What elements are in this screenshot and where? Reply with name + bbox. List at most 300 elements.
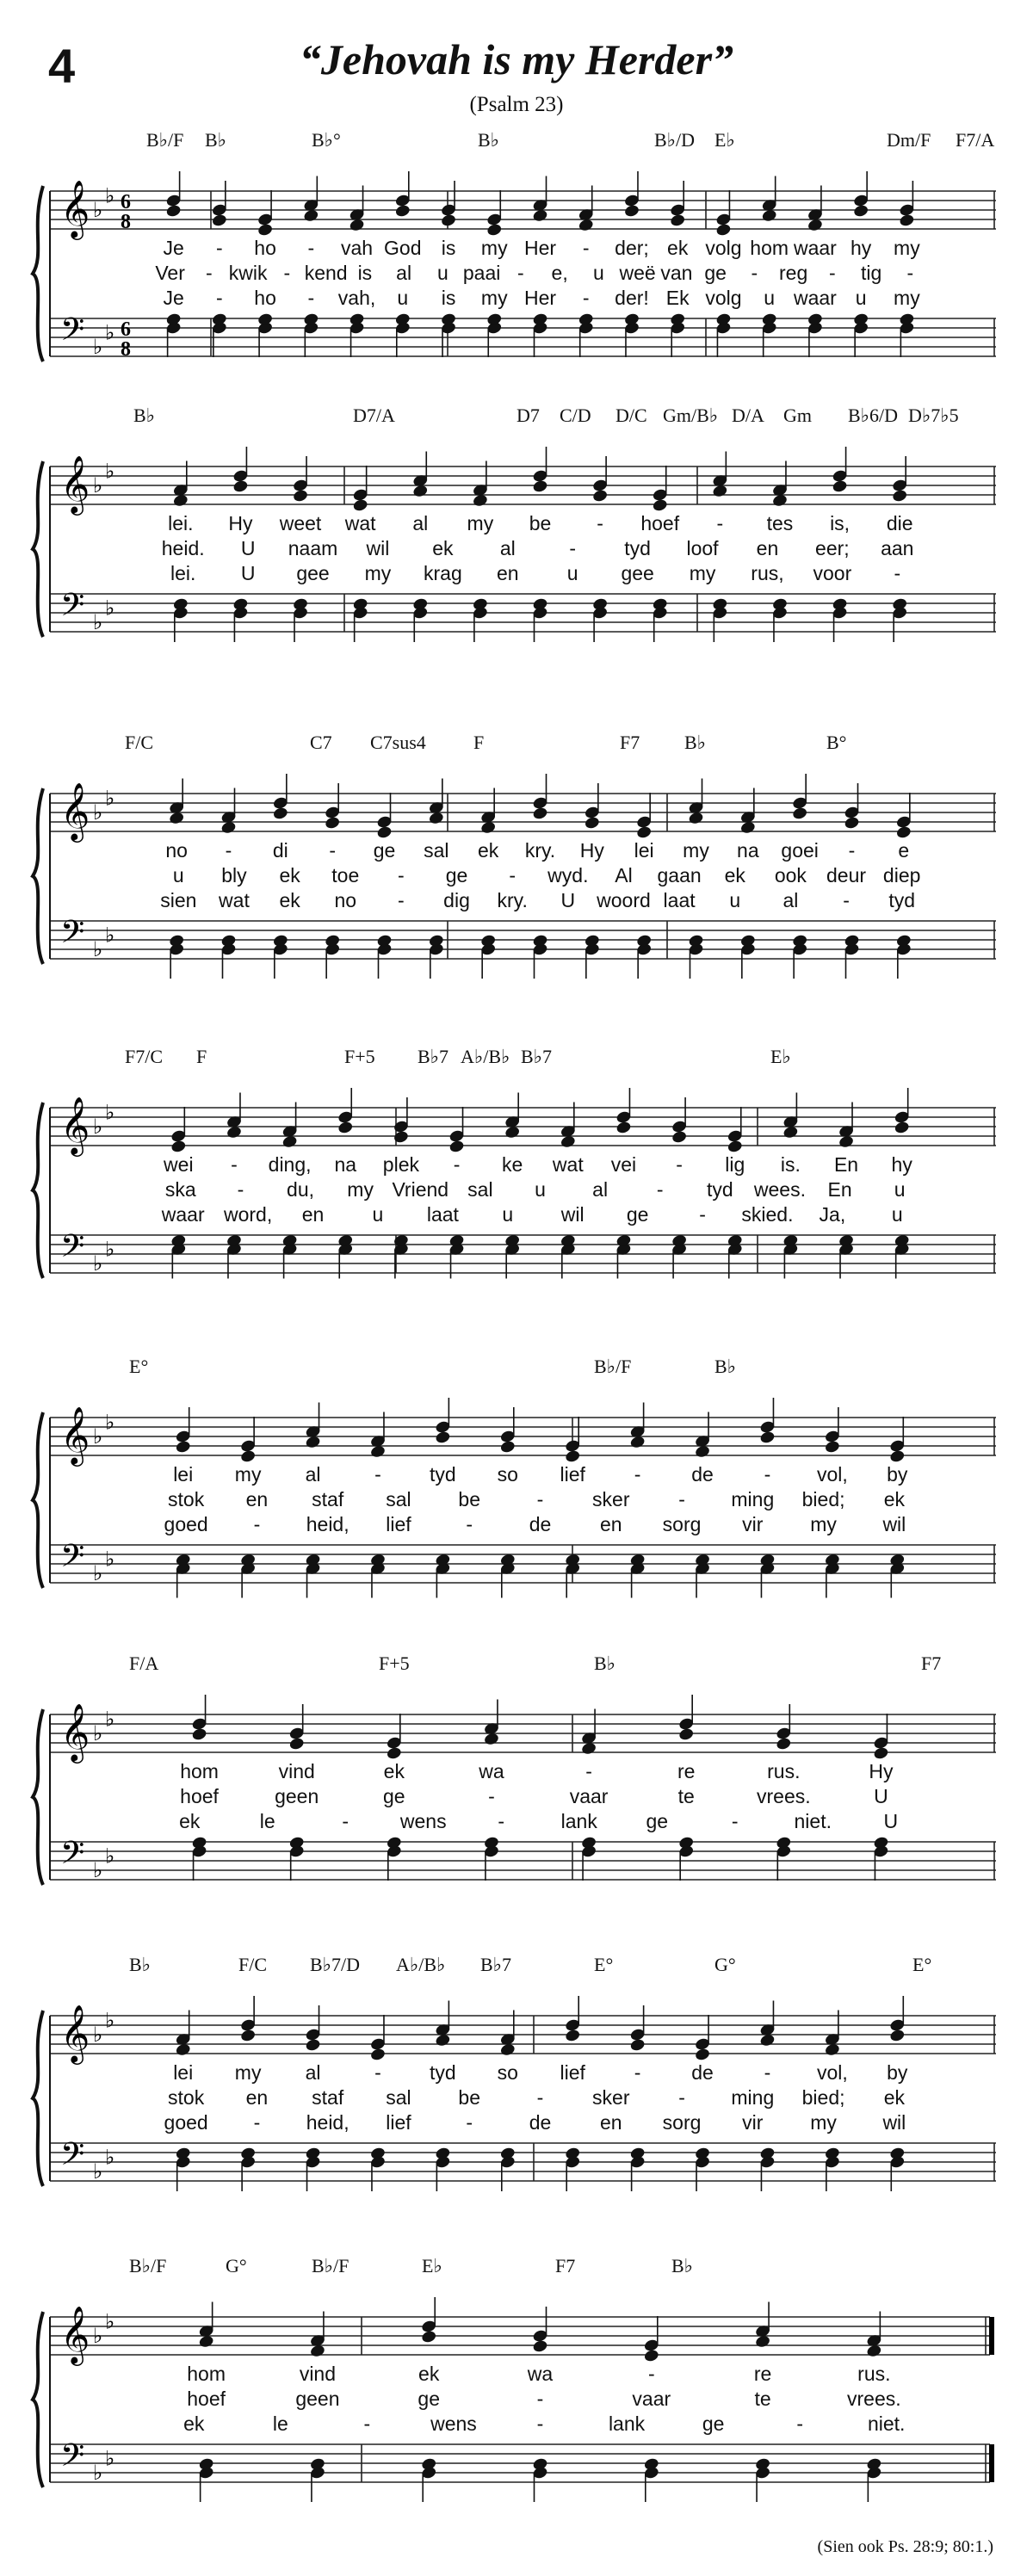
lyric-line-verse-1 bbox=[0, 1153, 1033, 1179]
key-flat-icon: ♭ bbox=[93, 2326, 103, 2348]
lyric-syllable: - bbox=[731, 1810, 739, 1832]
lyric-syllable: kwik bbox=[228, 262, 268, 284]
lyric-syllable: - bbox=[656, 1178, 664, 1201]
bass-clef-icon: 𝄢 bbox=[60, 1538, 85, 1582]
lyric-syllable: waar bbox=[161, 1203, 205, 1226]
lyric-syllable: u bbox=[729, 889, 741, 911]
lyric-syllable: - bbox=[307, 237, 315, 259]
treble-notehead bbox=[670, 213, 686, 228]
lyric-syllable: der; bbox=[615, 237, 649, 259]
lyric-line-verse-1 bbox=[0, 2061, 1033, 2087]
treble-clef-icon: 𝄞 bbox=[60, 179, 90, 238]
lyric-syllable: - bbox=[678, 1488, 685, 1510]
lyric-syllable: God bbox=[384, 237, 422, 259]
lyric-syllable: - bbox=[848, 839, 856, 862]
key-flat-icon: ♭ bbox=[93, 337, 103, 359]
lyric-syllable: kry. bbox=[497, 889, 528, 911]
lyric-syllable: - bbox=[342, 1810, 349, 1832]
lyric-syllable: - bbox=[283, 262, 291, 284]
lyric-syllable: is. bbox=[780, 1153, 801, 1176]
lyric-syllable: goei bbox=[781, 839, 819, 862]
lyric-syllable: gee bbox=[296, 562, 330, 584]
lyric-syllable: gaan bbox=[657, 864, 702, 886]
lyric-syllable: Ver bbox=[155, 262, 185, 284]
lyric-syllable: sal bbox=[424, 839, 449, 862]
lyric-syllable: - bbox=[374, 1463, 381, 1486]
lyric-syllable: - bbox=[237, 1178, 244, 1201]
lyric-syllable: ek bbox=[418, 2363, 440, 2385]
chord-symbol: F7 bbox=[555, 2255, 576, 2276]
treble-notehead bbox=[584, 816, 600, 831]
chord-symbol: B♭ bbox=[684, 732, 707, 753]
lyric-syllable: - bbox=[716, 512, 724, 534]
chord-symbol: Dm/F bbox=[887, 129, 931, 151]
lyric-syllable: de bbox=[691, 1463, 714, 1486]
lyric-syllable: heid, bbox=[306, 1513, 349, 1535]
lyric-syllable: wil bbox=[882, 2111, 906, 2134]
lyric-syllable: my bbox=[480, 287, 508, 309]
chord-symbol: E° bbox=[129, 1356, 149, 1377]
chord-symbol: B♭/F bbox=[312, 2255, 349, 2276]
chord-symbol: F7/C bbox=[125, 1046, 164, 1067]
chord-symbol: B♭/F bbox=[594, 1356, 632, 1377]
treble-notehead bbox=[369, 2048, 386, 2062]
lyric-syllable: diep bbox=[882, 864, 921, 886]
lyric-syllable: na bbox=[334, 1153, 357, 1176]
key-flat-icon: ♭ bbox=[93, 1116, 103, 1139]
lyric-syllable: so bbox=[497, 2061, 518, 2084]
lyric-syllable: aan bbox=[881, 537, 914, 559]
lyric-syllable: ge bbox=[626, 1203, 649, 1226]
lyric-syllable: tig bbox=[860, 262, 882, 284]
lyric-syllable: Hy bbox=[579, 839, 604, 862]
lyric-syllable: Vriend bbox=[392, 1178, 449, 1201]
lyric-syllable: my bbox=[480, 237, 508, 259]
lyric-syllable: vah, bbox=[337, 287, 376, 309]
treble-notehead bbox=[652, 498, 668, 513]
lyric-syllable: wat bbox=[552, 1153, 584, 1176]
lyric-syllable: - bbox=[678, 2086, 685, 2109]
treble-notehead bbox=[257, 223, 274, 238]
lyric-syllable: ge bbox=[445, 864, 468, 886]
treble-notehead bbox=[440, 213, 456, 228]
chord-symbol: F7/A bbox=[956, 129, 995, 151]
lyric-syllable: ge bbox=[418, 2388, 440, 2410]
lyric-syllable: - bbox=[206, 262, 213, 284]
lyric-syllable: naam bbox=[288, 537, 338, 559]
treble-notehead bbox=[448, 1140, 465, 1154]
lyric-syllable: al bbox=[305, 2061, 321, 2084]
lyric-syllable: - bbox=[216, 237, 223, 259]
chord-symbol: B♭6/D bbox=[848, 405, 899, 426]
chord-symbol: B♭/D bbox=[654, 129, 696, 151]
lyric-syllable: hom bbox=[750, 237, 789, 259]
lyric-syllable: sorg bbox=[662, 2111, 702, 2134]
key-flat-icon: ♭ bbox=[105, 1102, 115, 1125]
treble-notehead bbox=[894, 1121, 910, 1135]
lyric-syllable: - bbox=[466, 1513, 473, 1535]
lyric-syllable: u bbox=[535, 1178, 546, 1201]
lyric-line-verse-2 bbox=[0, 2086, 1033, 2112]
lyric-syllable: sal bbox=[386, 2086, 411, 2109]
lyric-syllable: u bbox=[436, 262, 448, 284]
lyric-syllable: ge bbox=[646, 1810, 669, 1832]
chord-symbol: B♭ bbox=[129, 1954, 152, 1975]
lyric-syllable: lei. bbox=[168, 512, 194, 534]
treble-notehead bbox=[232, 479, 249, 494]
lyric-syllable: waar bbox=[793, 287, 837, 309]
lyric-syllable: u bbox=[592, 262, 604, 284]
lyric-syllable: - bbox=[466, 2111, 473, 2134]
lyric-syllable: te bbox=[754, 2388, 771, 2410]
lyric-syllable: - bbox=[796, 2412, 803, 2435]
treble-notehead bbox=[844, 816, 860, 831]
chord-symbol: F7 bbox=[921, 1652, 942, 1674]
lyric-syllable: u bbox=[372, 1203, 384, 1226]
chord-symbol: E♭ bbox=[714, 129, 735, 151]
treble-notehead bbox=[565, 1449, 581, 1464]
lyric-syllable: my bbox=[810, 2111, 837, 2134]
key-flat-icon: ♭ bbox=[105, 788, 115, 811]
lyric-line-verse-2 bbox=[0, 864, 1033, 890]
lyric-syllable: - bbox=[509, 864, 516, 886]
chord-symbol: B♭7 bbox=[521, 1046, 553, 1067]
key-flat-icon: ♭ bbox=[105, 597, 115, 621]
treble-notehead bbox=[889, 2029, 906, 2043]
treble-clef-icon: 𝄞 bbox=[60, 2305, 90, 2363]
lyric-syllable: ek bbox=[478, 839, 499, 862]
lyric-syllable: vol, bbox=[816, 2061, 848, 2084]
lyric-syllable: rus. bbox=[767, 1760, 801, 1782]
bass-clef-icon: 𝄢 bbox=[60, 1835, 85, 1879]
treble-notehead bbox=[435, 1430, 451, 1445]
lyric-line-verse-1 bbox=[0, 1463, 1033, 1489]
treble-notehead bbox=[532, 479, 548, 494]
lyric-syllable: be bbox=[458, 2086, 481, 2109]
chord-symbol: D7 bbox=[516, 405, 540, 426]
lyric-syllable: wat bbox=[344, 512, 376, 534]
lyric-line-verse-2 bbox=[0, 1488, 1033, 1514]
lyric-syllable: ge bbox=[702, 2412, 725, 2435]
lyric-syllable: - bbox=[582, 237, 590, 259]
key-flat-icon: ♭ bbox=[93, 802, 103, 825]
treble-clef-icon: 𝄞 bbox=[60, 1096, 90, 1154]
lyric-syllable: lank bbox=[608, 2412, 646, 2435]
treble-notehead bbox=[191, 1727, 207, 1742]
lyric-syllable: - bbox=[307, 287, 315, 309]
key-flat-icon: ♭ bbox=[105, 924, 115, 948]
lyric-syllable: vaar bbox=[569, 1785, 609, 1807]
key-flat-icon: ♭ bbox=[105, 1412, 115, 1435]
lyric-syllable: - bbox=[751, 262, 758, 284]
lyric-syllable: by bbox=[887, 1463, 908, 1486]
lyric-syllable: woord bbox=[597, 889, 651, 911]
lyric-syllable: - bbox=[634, 1463, 641, 1486]
treble-notehead bbox=[211, 213, 227, 228]
treble-notehead bbox=[671, 1130, 688, 1145]
chord-symbol: B♭° bbox=[312, 129, 341, 151]
lyric-syllable: hom bbox=[187, 2363, 226, 2385]
lyric-syllable: ek bbox=[883, 1488, 906, 1510]
lyric-syllable: sien bbox=[160, 889, 197, 911]
lyric-syllable: ek bbox=[279, 864, 300, 886]
lyric-syllable: heid, bbox=[306, 2111, 349, 2134]
lyric-syllable: en bbox=[756, 537, 779, 559]
treble-clef-icon: 𝄞 bbox=[60, 2004, 90, 2062]
treble-notehead bbox=[892, 489, 908, 503]
lyric-syllable: stok bbox=[168, 2086, 205, 2109]
lyric-syllable: ho bbox=[254, 237, 276, 259]
lyric-syllable: sker bbox=[592, 2086, 630, 2109]
chord-symbol: C/D bbox=[560, 405, 591, 426]
lyric-syllable: lei. bbox=[170, 562, 196, 584]
chord-symbol: B♭/F bbox=[129, 2255, 167, 2276]
treble-notehead bbox=[421, 2330, 437, 2344]
lyric-syllable: u bbox=[172, 864, 184, 886]
lyric-syllable: - bbox=[764, 1463, 771, 1486]
lyric-syllable: de bbox=[529, 2111, 552, 2134]
chord-symbol: F+5 bbox=[379, 1652, 410, 1674]
lyric-line-verse-2 bbox=[0, 1785, 1033, 1811]
lyric-syllable: kend bbox=[304, 262, 348, 284]
lyric-syllable: ke bbox=[502, 1153, 523, 1176]
lyric-syllable: - bbox=[536, 2412, 544, 2435]
lyric-line-verse-3 bbox=[0, 1810, 1033, 1836]
lyric-syllable: ek bbox=[183, 2412, 205, 2435]
key-flat-icon: ♭ bbox=[105, 460, 115, 484]
lyric-line-verse-2 bbox=[0, 2388, 1033, 2413]
chord-symbol: F bbox=[473, 732, 485, 753]
chord-symbol: B♭7/D bbox=[310, 1954, 361, 1975]
key-flat-icon: ♭ bbox=[93, 2161, 103, 2184]
lyric-line-verse-3 bbox=[0, 287, 1033, 312]
lyric-syllable: hoef bbox=[180, 1785, 219, 1807]
lyric-syllable: rus. bbox=[857, 2363, 891, 2385]
chord-symbol: D/A bbox=[732, 405, 764, 426]
lyric-syllable: is bbox=[441, 287, 456, 309]
key-flat-icon: ♭ bbox=[105, 322, 115, 345]
lyric-syllable: Ja, bbox=[819, 1203, 846, 1226]
treble-notehead bbox=[532, 806, 548, 821]
lyric-syllable: al bbox=[412, 512, 429, 534]
lyric-syllable: u bbox=[855, 287, 867, 309]
lyric-syllable: bied; bbox=[801, 2086, 845, 2109]
lyric-syllable: hy bbox=[850, 237, 872, 259]
chord-symbol: C7 bbox=[310, 732, 332, 753]
lyric-syllable: ook bbox=[774, 864, 807, 886]
lyric-syllable: - bbox=[569, 537, 577, 559]
treble-notehead bbox=[240, 2029, 257, 2043]
lyric-syllable: wyd. bbox=[547, 864, 589, 886]
lyric-syllable: wei bbox=[164, 1153, 194, 1176]
key-flat-icon: ♭ bbox=[93, 475, 103, 497]
lyric-syllable: my bbox=[683, 839, 709, 862]
treble-notehead bbox=[792, 806, 808, 821]
lyric-syllable: en bbox=[301, 1203, 325, 1226]
treble-notehead bbox=[615, 1121, 632, 1135]
lyric-syllable: - bbox=[374, 2061, 381, 2084]
treble-notehead bbox=[175, 1440, 191, 1455]
lyric-line-verse-3 bbox=[0, 889, 1033, 915]
lyric-syllable: En bbox=[833, 1153, 859, 1176]
lyric-syllable: tyd bbox=[707, 1178, 733, 1201]
lyric-syllable: waar bbox=[793, 237, 837, 259]
lyric-syllable: - bbox=[582, 287, 590, 309]
lyric-syllable: ge bbox=[704, 262, 727, 284]
footer-reference: (Sien ook Ps. 28:9; 80:1.) bbox=[817, 2537, 993, 2556]
lyric-syllable: wil bbox=[366, 537, 390, 559]
key-flat-icon: ♭ bbox=[93, 2024, 103, 2047]
lyric-syllable: wa bbox=[527, 2363, 554, 2385]
chord-symbol: D7/A bbox=[353, 405, 395, 426]
lyric-syllable: kry. bbox=[524, 839, 556, 862]
lyric-syllable: ming bbox=[731, 2086, 775, 2109]
lyric-syllable: sal bbox=[467, 1178, 493, 1201]
lyric-syllable: geen bbox=[295, 2388, 340, 2410]
lyric-syllable: lief bbox=[560, 1463, 585, 1486]
lyric-syllable: e, bbox=[551, 262, 568, 284]
chord-symbol: E♭ bbox=[770, 1046, 791, 1067]
treble-notehead bbox=[623, 204, 640, 219]
lyric-syllable: rus, bbox=[751, 562, 784, 584]
lyric-syllable: - bbox=[906, 262, 914, 284]
lyric-line-verse-3 bbox=[0, 2412, 1033, 2438]
lyric-syllable: de bbox=[529, 1513, 552, 1535]
lyric-syllable: paai bbox=[462, 262, 501, 284]
treble-clef-icon: 𝄞 bbox=[60, 781, 90, 840]
treble-notehead bbox=[832, 479, 848, 494]
lyric-syllable: Her bbox=[523, 237, 557, 259]
lyric-syllable: u bbox=[502, 1203, 514, 1226]
lyric-syllable: en bbox=[496, 562, 519, 584]
chord-symbol: B♭ bbox=[478, 129, 500, 151]
lyric-syllable: by bbox=[887, 2061, 908, 2084]
lyric-syllable: hom bbox=[180, 1760, 219, 1782]
lyric-syllable: so bbox=[497, 1463, 518, 1486]
lyric-syllable: re bbox=[677, 1760, 696, 1782]
lyric-syllable: - bbox=[764, 2061, 771, 2084]
lyric-syllable: ek bbox=[432, 537, 454, 559]
chord-symbol: B♭ bbox=[671, 2255, 694, 2276]
lyric-syllable: ek bbox=[724, 864, 745, 886]
lyric-syllable: - bbox=[634, 2061, 641, 2084]
chord-symbol: D♭7♭5 bbox=[908, 405, 959, 426]
lyric-syllable: en bbox=[245, 2086, 269, 2109]
lyric-syllable: du, bbox=[287, 1178, 315, 1201]
key-flat-icon: ♭ bbox=[93, 200, 103, 222]
treble-notehead bbox=[272, 806, 288, 821]
lyric-syllable: vir bbox=[742, 2111, 764, 2134]
lyric-syllable: al bbox=[782, 889, 799, 911]
treble-notehead bbox=[715, 223, 732, 238]
lyric-syllable: lig bbox=[725, 1153, 745, 1176]
lyric-syllable: bied; bbox=[801, 1488, 845, 1510]
lyric-syllable: U bbox=[560, 889, 576, 911]
lyric-syllable: no bbox=[334, 889, 357, 911]
chord-symbol: A♭/B♭ bbox=[461, 1046, 510, 1067]
bass-clef-icon: 𝄢 bbox=[60, 587, 85, 631]
lyric-syllable: Al bbox=[615, 864, 633, 886]
key-flat-icon: ♭ bbox=[93, 1253, 103, 1276]
lyric-syllable: - bbox=[216, 287, 223, 309]
bass-clef-icon: 𝄢 bbox=[60, 1228, 85, 1272]
lyric-syllable: vind bbox=[299, 2363, 337, 2385]
treble-notehead bbox=[394, 204, 411, 219]
lyric-syllable: ho bbox=[254, 287, 276, 309]
lyric-syllable: wil bbox=[882, 1513, 906, 1535]
lyric-syllable: niet. bbox=[794, 1810, 832, 1832]
lyric-syllable: sorg bbox=[662, 1513, 702, 1535]
chord-symbol: B♭ bbox=[714, 1356, 737, 1377]
lyric-syllable: lief bbox=[386, 2111, 411, 2134]
lyric-syllable: u bbox=[894, 1178, 906, 1201]
lyric-syllable: geen bbox=[275, 1785, 319, 1807]
chord-symbol: F7 bbox=[620, 732, 640, 753]
chord-symbol: E° bbox=[594, 1954, 614, 1975]
chord-symbol: F/C bbox=[125, 732, 154, 753]
lyric-syllable: re bbox=[753, 2363, 772, 2385]
lyric-syllable: gee bbox=[621, 562, 654, 584]
treble-notehead bbox=[694, 2048, 710, 2062]
hymn-title: “Jehovah is my Herder” bbox=[299, 35, 734, 83]
treble-notehead bbox=[895, 825, 912, 840]
lyric-syllable: ek bbox=[883, 2086, 906, 2109]
lyric-syllable: - bbox=[498, 1810, 505, 1832]
key-flat-icon: ♭ bbox=[93, 1723, 103, 1745]
lyric-syllable: my bbox=[467, 512, 494, 534]
treble-notehead bbox=[899, 213, 915, 228]
lyric-syllable: le bbox=[272, 2412, 288, 2435]
lyric-syllable: - bbox=[536, 1488, 544, 1510]
lyric-syllable: hoef bbox=[640, 512, 680, 534]
bass-clef-icon: 𝄢 bbox=[60, 914, 85, 958]
treble-notehead bbox=[759, 1430, 776, 1445]
treble-notehead bbox=[376, 825, 393, 840]
key-flat-icon: ♭ bbox=[93, 1426, 103, 1449]
lyric-syllable: van bbox=[660, 262, 693, 284]
lyric-syllable: tyd bbox=[888, 889, 916, 911]
lyric-syllable: weë bbox=[619, 262, 656, 284]
lyric-syllable: ek bbox=[383, 1760, 405, 1782]
time-signature-bass: 8 bbox=[121, 338, 131, 361]
lyric-syllable: sal bbox=[386, 1488, 411, 1510]
hymn-subtitle: (Psalm 23) bbox=[469, 93, 564, 116]
lyric-syllable: wees. bbox=[753, 1178, 806, 1201]
chord-symbol: E♭ bbox=[422, 2255, 442, 2276]
lyric-syllable: vei bbox=[610, 1153, 637, 1176]
chord-symbol: Gm bbox=[783, 405, 812, 426]
lyric-syllable: be bbox=[529, 512, 552, 534]
final-barline bbox=[989, 2444, 994, 2482]
key-flat-icon: ♭ bbox=[105, 1708, 115, 1732]
bass-clef-icon: 𝄢 bbox=[60, 312, 85, 355]
treble-notehead bbox=[776, 1737, 792, 1751]
lyric-syllable: lief bbox=[560, 2061, 585, 2084]
key-flat-icon: ♭ bbox=[105, 2147, 115, 2170]
lyric-line-verse-3 bbox=[0, 1203, 1033, 1229]
chord-symbol: B♭7 bbox=[480, 1954, 512, 1975]
lyric-syllable: u bbox=[764, 287, 776, 309]
lyric-syllable: vrees. bbox=[756, 1785, 811, 1807]
chord-symbol: F bbox=[196, 1046, 207, 1067]
treble-notehead bbox=[499, 1440, 516, 1455]
lyric-syllable: - bbox=[517, 262, 524, 284]
lyric-syllable: al bbox=[499, 537, 516, 559]
lyric-syllable: wens bbox=[399, 1810, 447, 1832]
lyric-syllable: niet. bbox=[867, 2412, 906, 2435]
lyric-syllable: wil bbox=[560, 1203, 585, 1226]
lyric-syllable: ge bbox=[383, 1785, 405, 1807]
